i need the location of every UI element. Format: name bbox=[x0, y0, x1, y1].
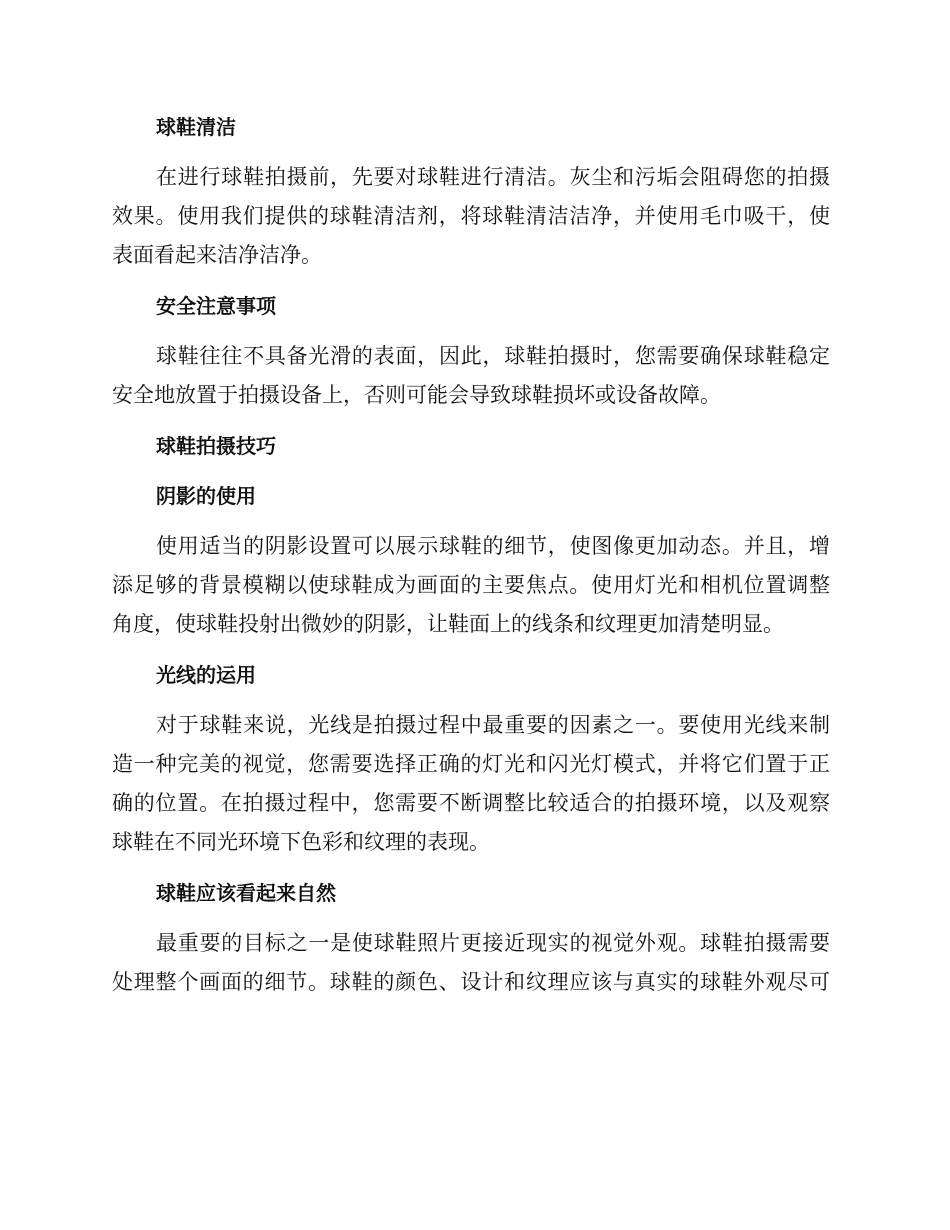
paragraph-line: 效果。使用我们提供的球鞋清洁剂，将球鞋清洁洁净，并使用毛巾吸干，使 bbox=[112, 204, 830, 228]
paragraph-line: 球鞋往往不具备光滑的表面，因此，球鞋拍摄时，您需要确保球鞋稳定 bbox=[156, 344, 830, 368]
section-paragraph bbox=[112, 706, 830, 862]
section-heading: 球鞋应该看起来自然 bbox=[156, 881, 336, 905]
section-paragraph bbox=[112, 337, 830, 415]
paragraph-line: 球鞋在不同光环境下色彩和纹理的表现。 bbox=[112, 830, 490, 854]
paragraph-line: 在进行球鞋拍摄前，先要对球鞋进行清洁。灰尘和污垢会阻碍您的拍摄 bbox=[156, 165, 830, 189]
paragraph-line: 处理整个画面的细节。球鞋的颜色、设计和纹理应该与真实的球鞋外观尽可 bbox=[112, 970, 830, 994]
paragraph-line: 造一种完美的视觉，您需要选择正确的灯光和闪光灯模式，并将它们置于正 bbox=[112, 752, 830, 776]
section-heading: 球鞋清洁 bbox=[156, 115, 236, 139]
document-page bbox=[112, 108, 830, 1014]
section-heading: 阴影的使用 bbox=[156, 484, 256, 508]
paragraph-line: 最重要的目标之一是使球鞋照片更接近现实的视觉外观。球鞋拍摄需要 bbox=[156, 931, 830, 955]
section-paragraph bbox=[112, 527, 830, 644]
paragraph-line: 安全地放置于拍摄设备上，否则可能会导致球鞋损坏或设备故障。 bbox=[112, 383, 721, 407]
paragraph-line: 使用适当的阴影设置可以展示球鞋的细节，使图像更加动态。并且，增 bbox=[156, 534, 830, 558]
section-paragraph bbox=[112, 924, 830, 1002]
paragraph-line: 确的位置。在拍摄过程中，您需要不断调整比较适合的拍摄环境，以及观察 bbox=[112, 791, 830, 815]
paragraph-line: 对于球鞋来说，光线是拍摄过程中最重要的因素之一。要使用光线来制 bbox=[156, 713, 830, 737]
section-heading: 安全注意事项 bbox=[156, 294, 276, 318]
paragraph-line: 添足够的背景模糊以使球鞋成为画面的主要焦点。使用灯光和相机位置调整 bbox=[112, 573, 830, 597]
section-paragraph bbox=[112, 158, 830, 275]
section-heading: 光线的运用 bbox=[156, 663, 256, 687]
section-heading: 球鞋拍摄技巧 bbox=[156, 434, 276, 458]
paragraph-line: 表面看起来洁净洁净。 bbox=[112, 243, 322, 267]
paragraph-line: 角度，使球鞋投射出微妙的阴影，让鞋面上的线条和纹理更加清楚明显。 bbox=[112, 612, 784, 636]
